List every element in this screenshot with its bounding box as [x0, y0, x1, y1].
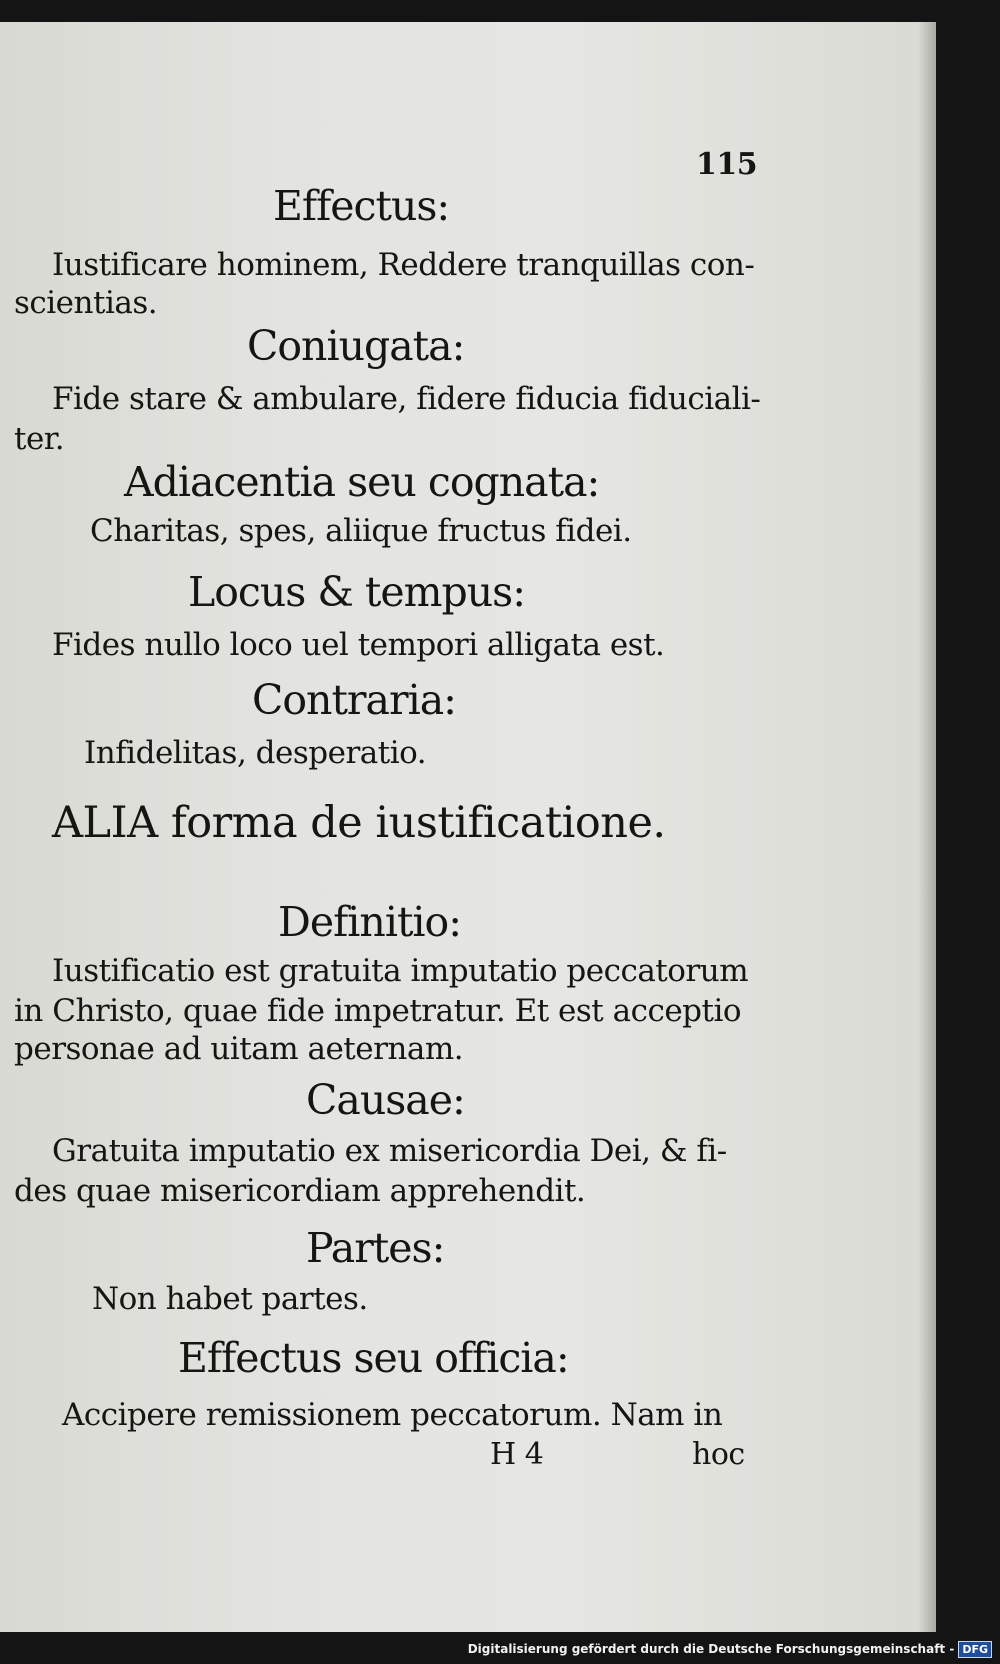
digitization-credit — [468, 1638, 992, 1660]
heading-locus: Locus & tempus: — [188, 568, 526, 616]
text-line: Gratuita imputatio ex misericordia Dei, & fi- — [52, 1133, 727, 1169]
heading-adiacentia: Adiacentia seu cognata: — [124, 458, 600, 506]
text-line: Iustificatio est gratuita imputatio peccatorum — [52, 953, 749, 989]
section-title: ALIA forma de iustificatione. — [52, 798, 666, 848]
heading-coniugata: Coniugata: — [247, 322, 465, 370]
text-line: Iustificare hominem, Reddere tranquillas con- — [52, 247, 755, 283]
heading-causae: Causae: — [306, 1076, 465, 1124]
signature-mark: H 4 — [490, 1437, 544, 1472]
catchword: hoc — [692, 1437, 745, 1472]
text-line: scientias. — [14, 285, 158, 321]
page-number: 115 — [696, 147, 758, 182]
text-line: personae ad uitam aeternam. — [14, 1031, 464, 1067]
text-line: Infidelitas, desperatio. — [84, 735, 427, 771]
text-line: Accipere remissionem peccatorum. Nam in — [62, 1397, 723, 1433]
heading-contraria: Contraria: — [252, 676, 456, 724]
book-page — [0, 22, 936, 1632]
text-line: Charitas, spes, aliique fructus fidei. — [90, 513, 632, 549]
heading-partes: Partes: — [306, 1224, 445, 1272]
text-line: ter. — [14, 421, 65, 457]
dfg-logo-icon: DFG — [958, 1641, 992, 1658]
text-line: Fides nullo loco uel tempori alligata est. — [52, 627, 665, 663]
text-line: des quae misericordiam apprehendit. — [14, 1173, 586, 1209]
heading-effectus: Effectus: — [273, 182, 450, 230]
text-line: Fide stare & ambulare, fidere fiducia fiduciali- — [52, 381, 761, 417]
footer-text: Digitalisierung gefördert durch die Deutsche Forschungsgemeinschaft - — [467, 1642, 955, 1656]
text-line: Non habet partes. — [92, 1281, 368, 1317]
heading-definitio: Definitio: — [278, 898, 462, 946]
text-line: in Christo, quae fide impetratur. Et est acceptio — [14, 993, 742, 1029]
heading-effectus-officia: Effectus seu officia: — [178, 1334, 569, 1382]
